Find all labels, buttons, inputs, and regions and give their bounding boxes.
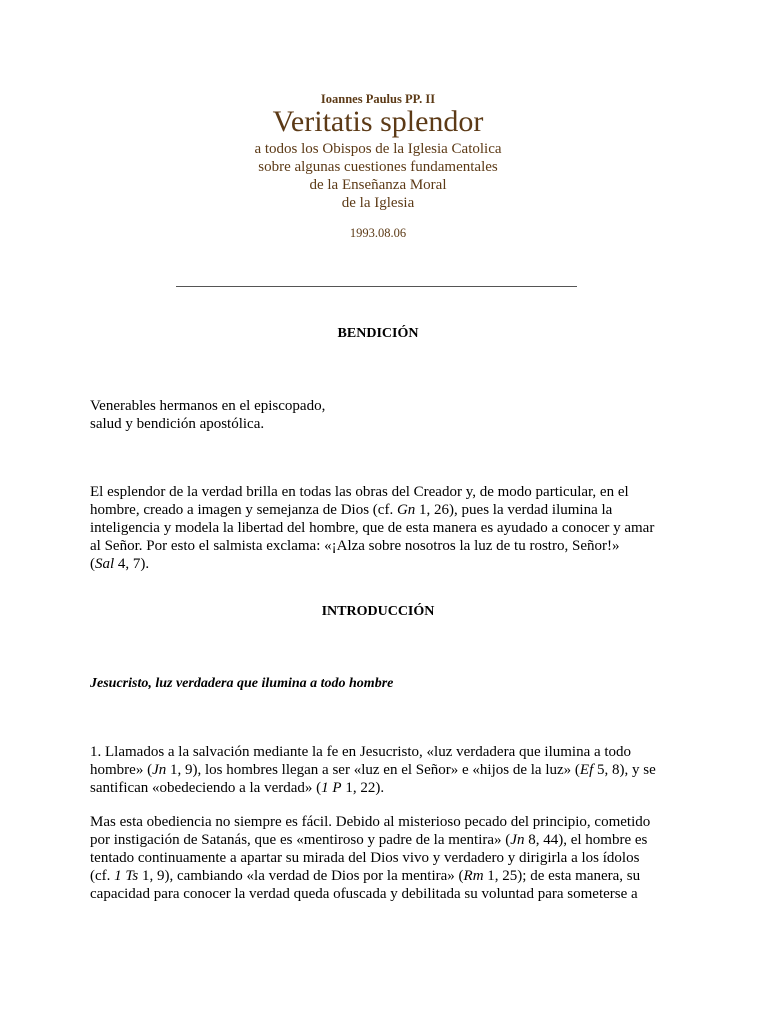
- text-run: 1, 9), cambiando «la verdad de Dios por la mentira» (: [138, 868, 464, 884]
- text-line: [90, 555, 680, 573]
- text-run: 4, 7).: [114, 556, 150, 572]
- document-date: 1993.08.06: [349, 226, 407, 240]
- text-line: [90, 779, 680, 797]
- citation-abbrev: Jn: [510, 832, 525, 848]
- text-run: 5, 8), y se: [593, 762, 656, 778]
- text-line: [90, 867, 680, 885]
- greeting-line: Venerables hermanos en el episcopado,: [90, 398, 326, 414]
- text-run: (cf.: [90, 868, 115, 884]
- subtitle-line: sobre algunas cuestiones fundamentales: [258, 159, 498, 175]
- paragraph-1: [90, 743, 680, 797]
- text-line: [90, 831, 680, 849]
- citation-abbrev: Jn: [152, 762, 167, 778]
- text-run: El esplendor de la verdad brilla en todas las obras del Creador y, de modo particular, en el: [90, 484, 629, 500]
- citation-abbrev: 1 P: [321, 780, 342, 796]
- text-line: [90, 849, 680, 867]
- text-line: [90, 813, 680, 831]
- citation-abbrev: 1 Ts: [114, 868, 139, 884]
- horizontal-divider: [176, 286, 577, 287]
- greeting: [90, 397, 680, 433]
- text-line: [90, 483, 680, 501]
- citation-abbrev: Rm: [463, 868, 484, 884]
- text-run: 1, 26), pues la verdad ilumina la: [415, 502, 613, 518]
- section-heading-introduccion: INTRODUCCIÓN: [321, 604, 435, 619]
- text-line: [90, 519, 680, 537]
- document-title: Veritatis splendor: [272, 105, 484, 138]
- text-line: [90, 885, 680, 903]
- text-run: hombre, creado a imagen y semejanza de Dios (cf.: [90, 502, 397, 518]
- text-run: 1. Llamados a la salvación mediante la fe en Jesucristo, «luz verdadera que ilumina a todo: [90, 744, 632, 760]
- blessing-paragraph: [90, 483, 680, 573]
- text-line: [90, 743, 680, 761]
- text-run: hombre» (: [90, 762, 153, 778]
- subtitle-line: a todos los Obispos de la Iglesia Catolica: [254, 141, 502, 157]
- text-line: [90, 501, 680, 519]
- paragraph-2: [90, 813, 680, 903]
- citation-abbrev: Gn: [396, 502, 416, 518]
- text-run: tentado continuamente a apartar su mirada del Dios vivo y verdadero y dirigirla a los ídolos: [90, 850, 640, 866]
- text-run: 8, 44), el hombre es: [524, 832, 648, 848]
- subtitle-line: de la Enseñanza Moral: [309, 177, 447, 193]
- citation-abbrev: Ef: [579, 762, 594, 778]
- text-run: 1, 22).: [341, 780, 385, 796]
- text-run: por instigación de Satanás, que es «mentiroso y padre de la mentira» (: [90, 832, 511, 848]
- text-run: 1, 25); de esta manera, su: [483, 868, 641, 884]
- text-run: al Señor. Por esto el salmista exclama: «¡Alza sobre nosotros la luz de tu rostro, Señor!»: [90, 538, 620, 554]
- citation-abbrev: Sal: [95, 556, 115, 572]
- text-run: santifican «obedeciendo a la verdad» (: [90, 780, 322, 796]
- text-run: Mas esta obediencia no siempre es fácil. Debido al misterioso pecado del principio, cometido: [90, 814, 651, 830]
- section-subheading: Jesucristo, luz verdadera que ilumina a todo hombre: [90, 676, 394, 691]
- text-run: capacidad para conocer la verdad queda ofuscada y debilitada su voluntad para someterse a: [90, 886, 638, 902]
- subtitle-line: de la Iglesia: [341, 195, 415, 211]
- text-line: [90, 761, 680, 779]
- text-line: [90, 537, 680, 555]
- author-name: Ioannes Paulus PP. II: [320, 92, 436, 106]
- text-run: (: [90, 556, 95, 572]
- section-heading-bendicion: BENDICIÓN: [337, 326, 419, 341]
- greeting-line: salud y bendición apostólica.: [90, 416, 265, 432]
- text-run: inteligencia y modela la libertad del hombre, que de esta manera es ayudado a conocer y amar: [90, 520, 655, 536]
- document-subtitle: [0, 140, 756, 212]
- text-run: 1, 9), los hombres llegan a ser «luz en el Señor» e «hijos de la luz» (: [166, 762, 580, 778]
